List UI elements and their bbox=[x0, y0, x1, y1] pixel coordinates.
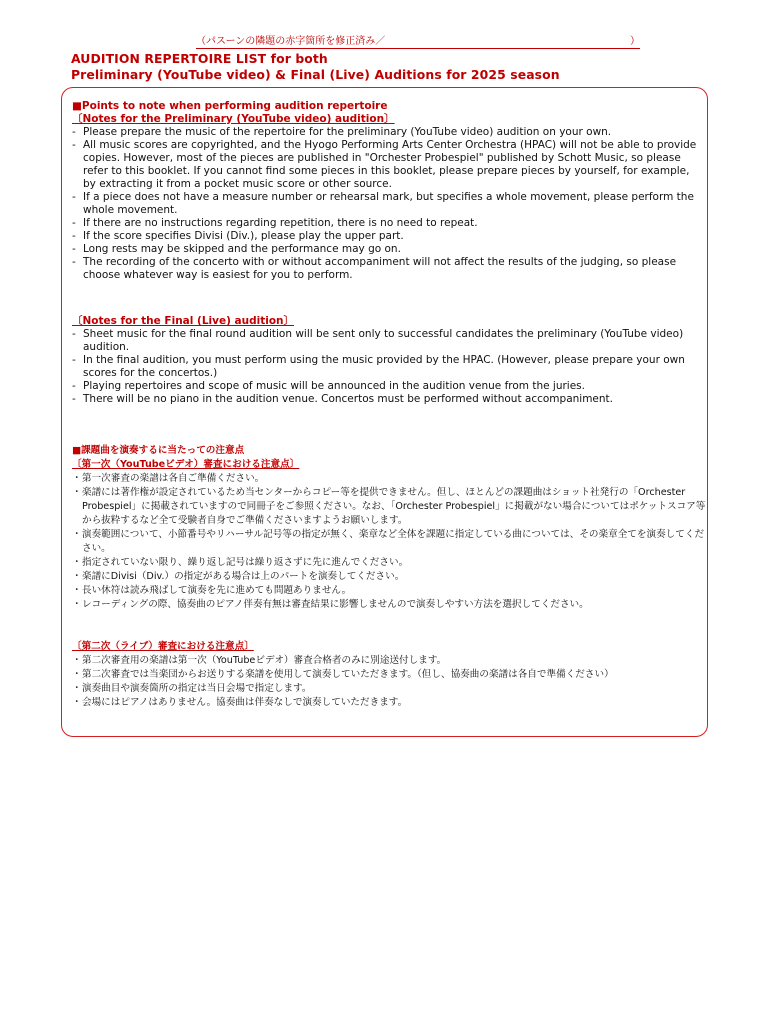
list-item-text: In the final audition, you must perform using the music provided by the HPAC. (However, please prepare your own scores for the concertos.) bbox=[83, 354, 685, 379]
list-item bbox=[72, 139, 703, 191]
list-item bbox=[72, 243, 703, 256]
list-bullet: - bbox=[72, 191, 76, 203]
list-item-text: Sheet music for the final round audition will be sent only to successful candidates the preliminary (YouTube video) audition. bbox=[83, 328, 684, 353]
points-heading-en: ■Points to note when performing audition repertoire bbox=[72, 100, 388, 112]
list-bullet: ・ bbox=[72, 599, 82, 610]
list-item-text: 第二次審査用の楽譜は第一次（YouTubeビデオ）審査合格者のみに別途送付します。 bbox=[82, 655, 447, 666]
list-bullet: ・ bbox=[72, 529, 82, 540]
points-heading-jp: ■課題曲を演奏するに当たっての注意点 bbox=[72, 445, 245, 456]
list-item bbox=[72, 668, 708, 682]
list-bullet: ・ bbox=[72, 571, 82, 582]
list-item bbox=[72, 570, 708, 584]
list-item-text: 会場にはピアノはありません。協奏曲は伴奏なしで演奏していただきます。 bbox=[82, 697, 408, 708]
list-item bbox=[72, 682, 708, 696]
list-item bbox=[72, 393, 703, 406]
list-item-text: 楽譜には著作権が設定されているため当センターからコピー等を提供できません。但し、ほとんどの課題曲はショット社発行の「Orchester Probespiel」に掲載されていますので同冊子をご参照ください。なお、「Orchester Probespiel」に掲載がない場合についてはポケットスコア等から抜粋するなど全て受験者自身でご準備くださいますようお願いします。 bbox=[82, 487, 706, 526]
list-bullet: - bbox=[72, 380, 76, 392]
final-list-jp bbox=[72, 654, 708, 710]
list-bullet: ・ bbox=[72, 585, 82, 596]
list-bullet: ・ bbox=[72, 473, 82, 484]
list-item-text: All music scores are copyrighted, and the Hyogo Performing Arts Center Orchestra (HPAC) will not be able to provide copies. However, most of the pieces are published in "Orchester Probespiel" published by Schott Music, so please refer to this booklet. If you cannot find some pieces in this booklet, please prepare pieces by yourself, for example, by extracting it from a pocket music score or other source. bbox=[83, 139, 697, 190]
list-item-text: 演奏曲目や演奏箇所の指定は当日会場で指定します。 bbox=[82, 683, 312, 694]
list-bullet: ・ bbox=[72, 655, 82, 666]
list-item bbox=[72, 696, 708, 710]
prelim-list-en bbox=[72, 126, 703, 282]
list-bullet: ・ bbox=[72, 487, 82, 498]
final-heading-en: 〔Notes for the Final (Live) audition〕 bbox=[72, 315, 295, 327]
english-notes bbox=[72, 100, 703, 282]
list-bullet: - bbox=[72, 126, 76, 138]
list-bullet: ・ bbox=[72, 557, 82, 568]
list-item bbox=[72, 486, 708, 528]
revision-note-text: （パスーンの隣題の赤字箇所を修正済み／ bbox=[196, 36, 386, 47]
list-item bbox=[72, 256, 703, 282]
list-bullet: ・ bbox=[72, 669, 82, 680]
list-bullet: - bbox=[72, 256, 76, 268]
page-title: AUDITION REPERTOIRE LIST for both bbox=[71, 51, 328, 66]
list-bullet: - bbox=[72, 230, 76, 242]
prelim-list-jp bbox=[72, 472, 708, 612]
list-item-text: レコーディングの際、協奏曲のピアノ伴奏有無は審査結果に影響しませんので演奏しやすい方法を選択してください。 bbox=[82, 599, 589, 610]
list-item-text: 演奏範囲について、小節番号やリハーサル記号等の指定が無く、楽章など全体を課題に指定している曲については、その楽章全てを演奏してください。 bbox=[82, 529, 705, 554]
japanese-notes bbox=[72, 444, 708, 612]
list-item-text: Long rests may be skipped and the performance may go on. bbox=[83, 243, 401, 255]
list-item-text: 第一次審査の楽譜は各自ご準備ください。 bbox=[82, 473, 265, 484]
list-item-text: 長い休符は読み飛ばして演奏を先に進めても問題ありません。 bbox=[82, 585, 352, 596]
prelim-heading-en: 〔Notes for the Preliminary (YouTube video) audition〕 bbox=[72, 113, 395, 125]
list-bullet: - bbox=[72, 139, 76, 151]
list-bullet: - bbox=[72, 393, 76, 405]
final-list-en bbox=[72, 328, 703, 406]
list-bullet: - bbox=[72, 328, 76, 340]
list-item bbox=[72, 126, 703, 139]
list-bullet: ・ bbox=[72, 697, 82, 708]
list-item bbox=[72, 217, 703, 230]
prelim-heading-jp: 〔第一次（YouTubeビデオ）審査における注意点〕 bbox=[72, 459, 300, 470]
list-item bbox=[72, 654, 708, 668]
list-bullet: - bbox=[72, 217, 76, 229]
japanese-final-notes bbox=[72, 640, 708, 710]
list-item-text: 楽譜にDivisi（Div.）の指定がある場合は上のパートを演奏してください。 bbox=[82, 571, 405, 582]
list-item bbox=[72, 584, 708, 598]
list-item bbox=[72, 354, 703, 380]
list-item-text: The recording of the concerto with or without accompaniment will not affect the results of the judging, so please choose whatever way is easiest for you to perform. bbox=[83, 256, 677, 281]
english-final-notes bbox=[72, 315, 703, 406]
list-bullet: - bbox=[72, 243, 76, 255]
list-item bbox=[72, 191, 703, 217]
list-item-text: Please prepare the music of the repertoire for the preliminary (YouTube video) audition on your own. bbox=[83, 126, 612, 138]
list-bullet: - bbox=[72, 354, 76, 366]
list-item-text: Playing repertoires and scope of music will be announced in the audition venue from the juries. bbox=[83, 380, 585, 392]
list-item bbox=[72, 598, 708, 612]
list-item bbox=[72, 230, 703, 243]
list-item-text: There will be no piano in the audition venue. Concertos must be performed without accompaniment. bbox=[83, 393, 613, 405]
list-item-text: 指定されていない限り、繰り返し記号は繰り返さずに先に進んでください。 bbox=[82, 557, 409, 568]
list-item bbox=[72, 472, 708, 486]
list-item bbox=[72, 380, 703, 393]
revision-note-close: ） bbox=[630, 36, 640, 47]
list-item-text: If there are no instructions regarding repetition, there is no need to repeat. bbox=[83, 217, 478, 229]
list-bullet: ・ bbox=[72, 683, 82, 694]
list-item-text: 第二次審査では当楽団からお送りする楽譜を使用して演奏していただきます。（但し、協奏曲の楽譜は各自で準備ください） bbox=[82, 669, 614, 680]
final-heading-jp: 〔第二次（ライブ）審査における注意点〕 bbox=[72, 641, 254, 652]
list-item bbox=[72, 528, 708, 556]
list-item bbox=[72, 328, 703, 354]
page-subtitle: Preliminary (YouTube video) & Final (Live) Auditions for 2025 season bbox=[71, 67, 560, 82]
list-item bbox=[72, 556, 708, 570]
list-item-text: If the score specifies Divisi (Div.), please play the upper part. bbox=[83, 230, 404, 242]
revision-note bbox=[196, 35, 640, 49]
list-item-text: If a piece does not have a measure number or rehearsal mark, but specifies a whole movement, please perform the whole movement. bbox=[83, 191, 694, 216]
